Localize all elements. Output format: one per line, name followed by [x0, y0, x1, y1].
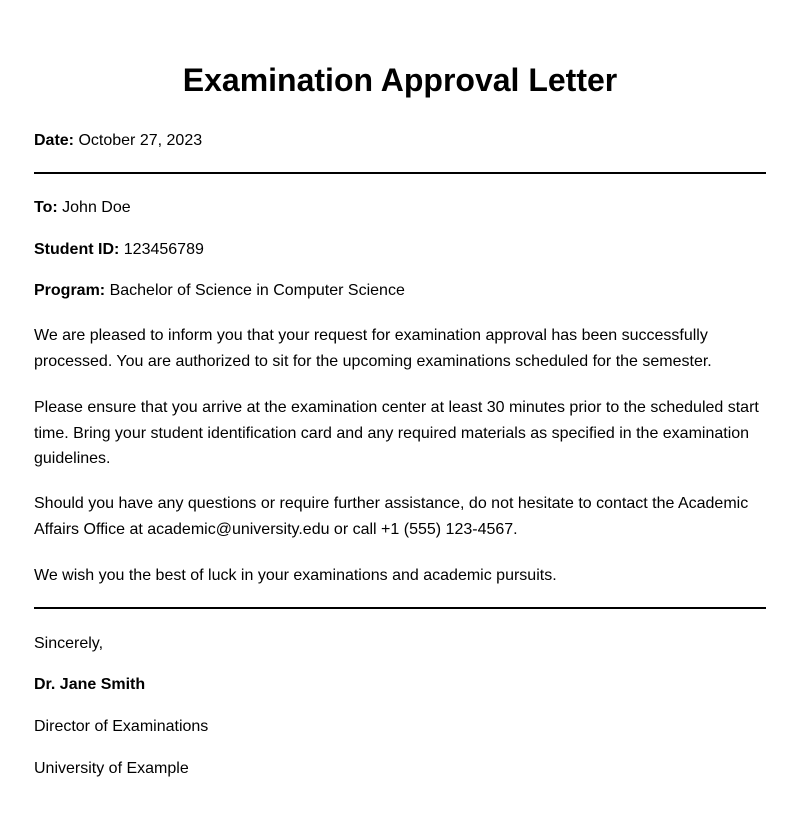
- program-label: Program:: [34, 282, 106, 299]
- header-divider: [34, 172, 766, 174]
- closing-text: Sincerely,: [34, 635, 104, 652]
- date-line: [34, 128, 754, 154]
- footer-divider: [34, 607, 766, 609]
- letter-title: Examination Approval Letter: [182, 62, 618, 98]
- program-line: [34, 278, 754, 304]
- student-id-line: [34, 237, 754, 263]
- recipient-line: [34, 195, 754, 221]
- student-id-value: 123456789: [123, 241, 204, 258]
- body-paragraph-wishes: We wish you the best of luck in your examinations and academic pursuits.: [34, 567, 557, 584]
- signatory-organization: University of Example: [34, 760, 189, 777]
- date-value: October 27, 2023: [78, 132, 203, 149]
- body-paragraph-instructions: Please ensure that you arrive at the examination center at least 30 minutes prior to the scheduled start time. Bring your student identification card and any required materials as specified in the examination guidelines.: [34, 399, 759, 467]
- date-label: Date:: [34, 132, 75, 149]
- signatory-name: Dr. Jane Smith: [34, 676, 146, 693]
- to-value: John Doe: [62, 199, 131, 216]
- body-paragraph-approval: We are pleased to inform you that your request for examination approval has been successfully processed. You are authorized to sit for the upcoming examinations scheduled for the semester.: [34, 327, 712, 370]
- student-id-label: Student ID:: [34, 241, 120, 258]
- body-paragraph-contact: Should you have any questions or require further assistance, do not hesitate to contact the Academic Affairs Office at academic@university.edu or call +1 (555) 123-4567.: [34, 495, 749, 538]
- program-value: Bachelor of Science in Computer Science: [109, 282, 405, 299]
- to-label: To:: [34, 199, 58, 216]
- signatory-title: Director of Examinations: [34, 718, 209, 735]
